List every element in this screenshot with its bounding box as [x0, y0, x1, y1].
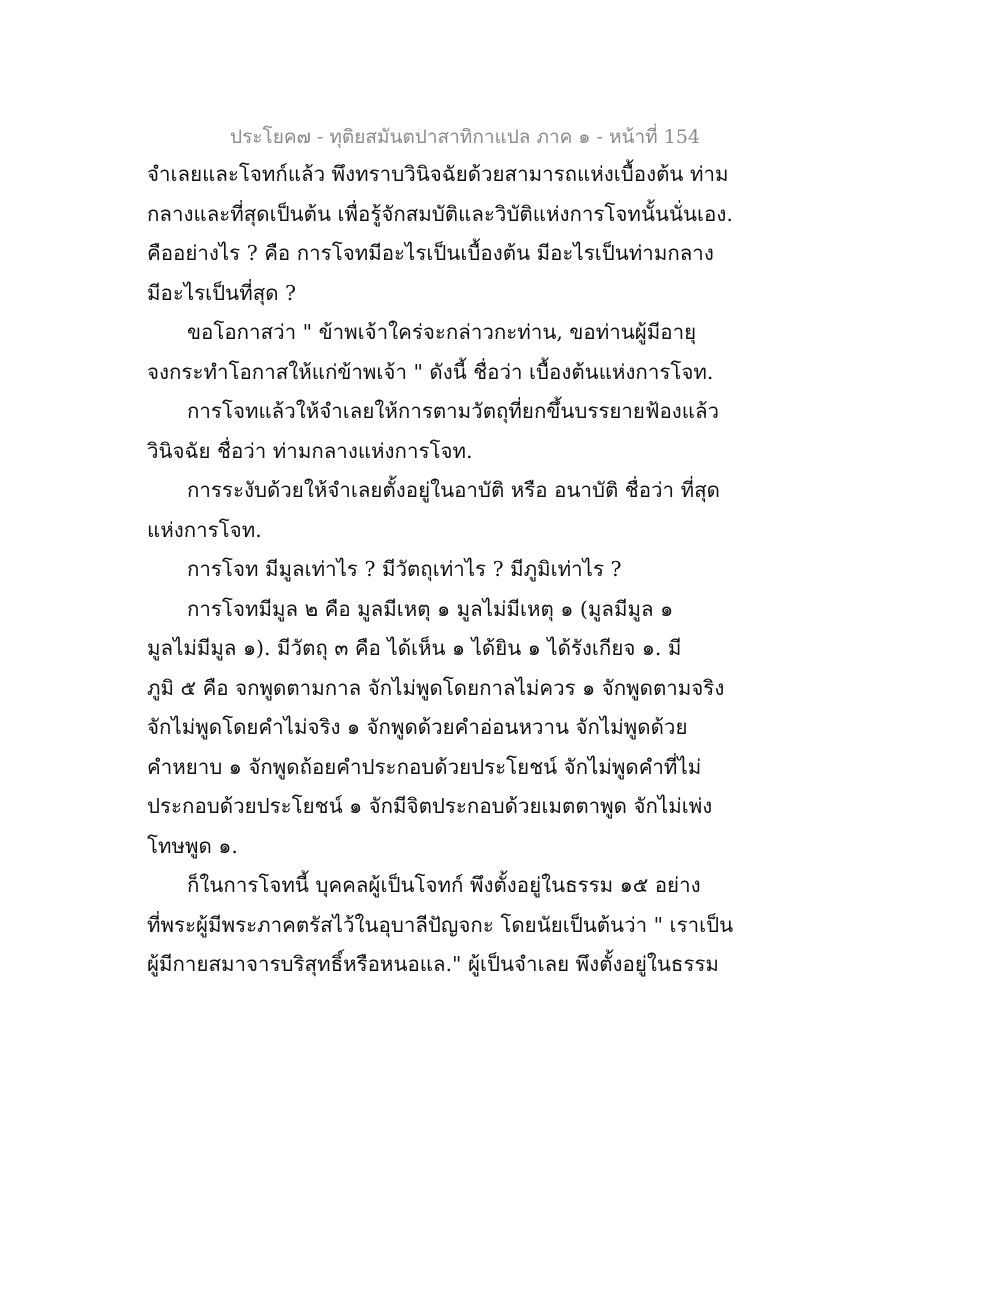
text-line: กลางและที่สุดเป็นต้น เพื่อรู้จักสมบัติและวิบัติแห่งการโจทนั้นนั่นเอง. — [147, 201, 733, 226]
text-line: จำเลยและโจทก์แล้ว พึงทราบวินิจฉัยด้วยสามารถแห่งเบื้องต้น ท่าม — [147, 162, 729, 186]
paragraph-first-line: การโจท มีมูลเท่าไร ? มีวัตถุเท่าไร ? มีภูมิเท่าไร ? — [187, 557, 622, 581]
text-line: จงกระทำโอกาสให้แก่ข้าพเจ้า " ดังนี้ ชื่อว่า เบื้องต้นแห่งการโจท. — [147, 359, 714, 384]
text-line: ภูมิ ๕ คือ จกพูดตามกาล จักไม่พูดโดยกาลไม่ควร ๑ จักพูดตามจริง — [147, 675, 725, 700]
text-line: ที่พระผู้มีพระภาคตรัสไว้ในอุบาลีปัญจกะ โดยนัยเป็นต้นว่า " เราเป็น — [147, 912, 734, 937]
text-line: มีอะไรเป็นที่สุด ? — [147, 280, 297, 305]
text-line: ผู้มีกายสมาจารบริสุทธิ์หรือหนอแล." ผู้เป็นจำเลย พึงตั้งอยู่ในธรรม — [147, 952, 719, 976]
text-line: วินิจฉัย ชื่อว่า ท่ามกลางแห่งการโจท. — [147, 438, 473, 463]
text-line: ประกอบด้วยประโยชน์ ๑ จักมีจิตประกอบด้วยเมตตาพูด จักไม่เพ่ง — [147, 794, 713, 818]
text-line: จักไม่พูดโดยคำไม่จริง ๑ จักพูดด้วยคำอ่อนหวาน จักไม่พูดด้วย — [147, 715, 688, 739]
paragraph-first-line: การระงับด้วยให้จำเลยตั้งอยู่ในอาบัติ หรือ อนาบัติ ชื่อว่า ที่สุด — [187, 478, 720, 502]
paragraph-first-line: ขอโอกาสว่า " ข้าพเจ้าใคร่จะกล่าวกะท่าน, ขอท่านผู้มีอายุ — [187, 320, 697, 344]
text-line: แห่งการโจท. — [147, 517, 262, 542]
paragraph-first-line: การโจทแล้วให้จำเลยให้การตามวัตถุที่ยกขึ้นบรรยายฟ้องแล้ว — [187, 399, 720, 423]
running-head: ประโยค๗ - ทุติยสมันตปาสาทิกาแปล ภาค ๑ - หน้าที่ 154 — [230, 126, 700, 148]
text-line: คืออย่างไร ? คือ การโจทมีอะไรเป็นเบื้องต้น มีอะไรเป็นท่ามกลาง — [147, 241, 714, 265]
text-line: คำหยาบ ๑ จักพูดถ้อยคำประกอบด้วยประโยชน์ จักไม่พูดคำที่ไม่ — [147, 754, 702, 779]
text-line: มูลไม่มีมูล ๑). มีวัตถุ ๓ คือ ได้เห็น ๑ ได้ยิน ๑ ได้รังเกียจ ๑. มี — [147, 636, 682, 660]
text-line: โทษพูด ๑. — [147, 833, 238, 858]
body-text — [147, 155, 734, 985]
paragraph-first-line: การโจทมีมูล ๒ คือ มูลมีเหตุ ๑ มูลไม่มีเหตุ ๑ (มูลมีมูล ๑ — [187, 596, 674, 621]
paragraph-first-line: ก็ในการโจทนี้ บุคคลผู้เป็นโจทก์ พึงตั้งอยู่ในธรรม ๑๕ อย่าง — [187, 873, 701, 897]
